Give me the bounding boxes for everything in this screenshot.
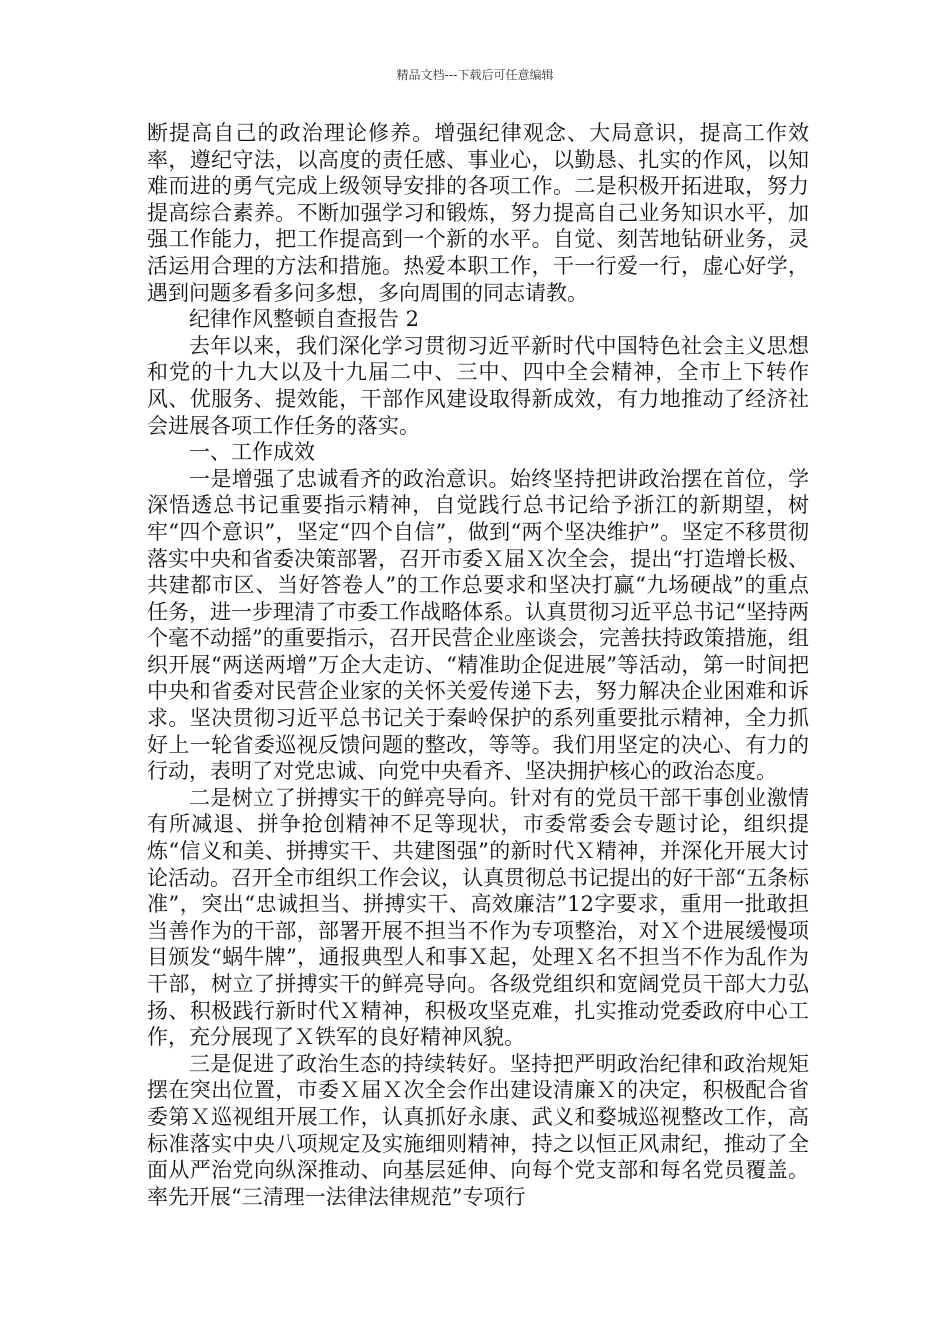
section-heading-work-results: 一、工作成效 (189, 440, 315, 465)
document-body (147, 120, 809, 1210)
page-header: 精品文档---下载后可任意编辑 (396, 68, 554, 82)
paragraph-point-two: 二是树立了拼搏实干的鲜亮导向。针对有的党员干部干事创业激情有所减退、拼争抢创精神不足等现状，市委常委会专题讨论，组织提炼“信义和美、拼搏实干、共建图强”的新时代Ｘ精神，并深化开展大讨论活动。召开全市组织工作会议，认真贯彻总书记提出的好干部“五条标准”，突出“忠诚担当、拼搏实干、高效廉洁”12字要求，重用一批敢担当善作为的干部，部署开展不担当不作为专项整治，对Ｘ个进展缓慢项目颁发“蜗牛牌”，通报典型人和事Ｘ起，处理Ｘ名不担当不作为乱作为干部，树立了拼搏实干的鲜亮导向。各级党组织和宽阔党员干部大力弘扬、积极践行新时代Ｘ精神，积极攻坚克难，扎实推动党委政府中心工作，充分展现了Ｘ铁军的良好精神风貌。 (147, 785, 809, 1050)
section-title: 纪律作风整顿自查报告 2 (189, 307, 420, 332)
paragraph-point-three: 三是促进了政治生态的持续转好。坚持把严明政治纪律和政治规矩摆在突出位置，市委Ｘ届Ｘ次全会作出建设清廉Ｘ的决定，积极配合省委第Ｘ巡视组开展工作，认真抓好永康、武义和婺城巡视整改工作，高标准落实中央八项规定及实施细则精神，持之以恒正风肃纪，推动了全面从严治党向纵深推动、向基层延伸、向每个党支部和每名党员覆盖。率先开展“三清理一法律法律规范”专项行 (147, 1051, 809, 1209)
paragraph-intro: 去年以来，我们深化学习贯彻习近平新时代中国特色社会主义思想和党的十九大以及十九届二中、三中、四中全会精神，全市上下转作风、优服务、提效能，干部作风建设取得新成效，有力地推动了经济社会进展各项工作任务的落实。 (147, 333, 809, 438)
paragraph-point-one: 一是增强了忠诚看齐的政治意识。始终坚持把讲政治摆在首位，学深悟透总书记重要指示精神，自觉践行总书记给予浙江的新期望，树牢“四个意识”，坚定“四个自信”，做到“两个坚决维护”。坚定不移贯彻落实中央和省委决策部署，召开市委Ｘ届Ｘ次全会，提出“打造增长极、共建都市区、当好答卷人”的工作总要求和坚决打赢“九场硬战”的重点任务，进一步理清了市委工作战略体系。认真贯彻习近平总书记“坚持两个毫不动摇”的重要指示，召开民营企业座谈会，完善扶持政策措施，组织开展“两送两增”万企大走访、“精准助企促进展”等活动，第一时间把中央和省委对民营企业家的关怀关爱传递下去，努力解决企业困难和诉求。坚决贯彻习近平总书记关于秦岭保护的系列重要批示精神，全力抓好上一轮省委巡视反馈问题的整改，等等。我们用坚定的决心、有力的行动，表明了对党忠诚、向党中央看齐、坚决拥护核心的政治态度。 (147, 466, 809, 784)
paragraph-continuation: 断提高自己的政治理论修养。增强纪律观念、大局意识，提高工作效率，遵纪守法，以高度的责任感、事业心，以勤恳、扎实的作风，以知难而进的勇气完成上级领导安排的各项工作。二是积极开拓进取，努力提高综合素养。不断加强学习和锻炼，努力提高自己业务知识水平，加强工作能力，把工作提高到一个新的水平。自觉、刻苦地钻研业务，灵活运用合理的方法和措施。热爱本职工作，干一行爱一行，虚心好学，遇到问题多看多问多想，多向周围的同志请教。 (147, 121, 809, 305)
